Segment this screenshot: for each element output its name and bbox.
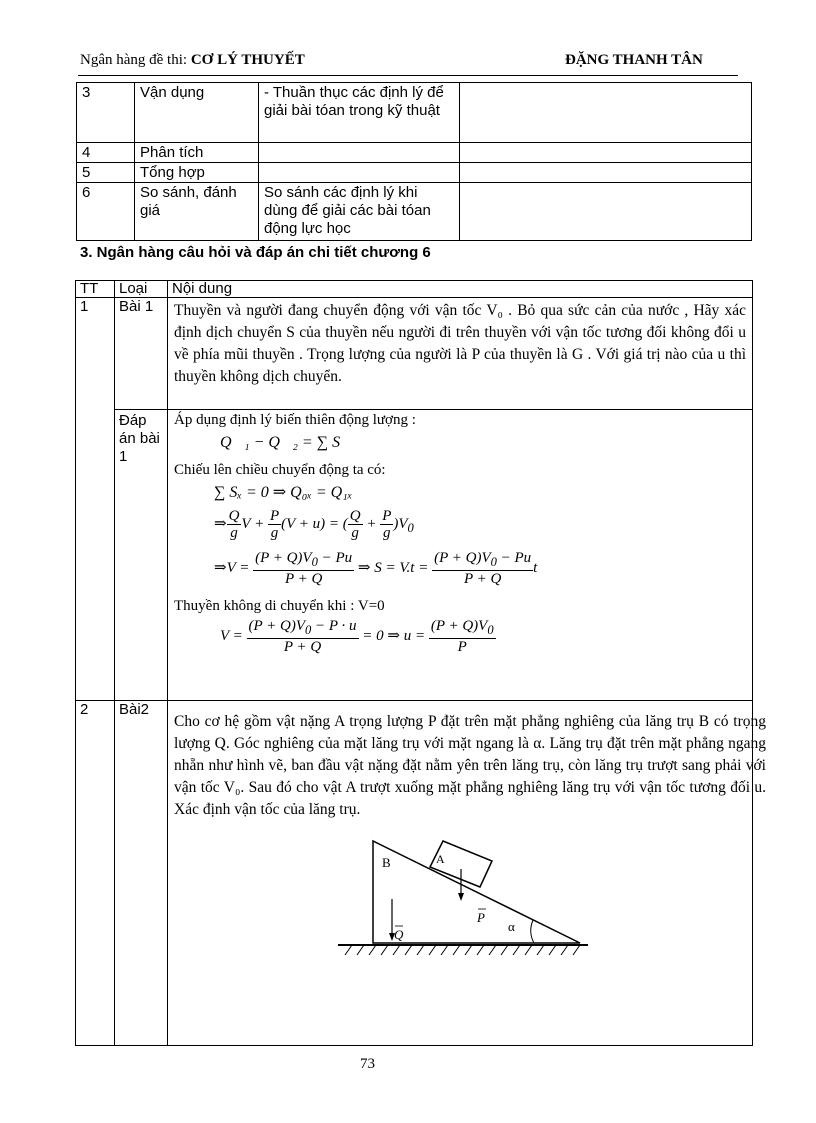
answer-content (168, 410, 753, 701)
table-row (77, 163, 752, 183)
row-desc: So sánh các định lý khi dùng để giải các bài tóan động lực học (259, 183, 460, 241)
question-content (168, 701, 766, 1046)
row-extra (460, 83, 752, 143)
equation-momentum: Q⃗₁ − Q⃗₂ = ∑ S⃗ (220, 434, 353, 451)
page-number: 73 (360, 1056, 375, 1072)
equation-velocity: ⇒V = $\frac{(P + Q)V_0 - Pu}{P + Q}$ ⇒ S = V.t = $\frac{(P + Q)V_0 - Pu}{P + Q}$ t (214, 550, 538, 587)
answer-condition: Thuyền không di chuyển khi : V=0 (174, 598, 385, 614)
row-extra (460, 143, 752, 163)
header-tt: TT (76, 281, 115, 298)
table-row (76, 298, 753, 410)
row-number: 5 (77, 163, 135, 183)
header-subject: CƠ LÝ THUYẾT (190, 52, 305, 68)
question-number: 2 (76, 701, 115, 1046)
answer-intro: Áp dụng định lý biến thiên động lượng : (174, 412, 416, 428)
question-text: Thuyền và người đang chuyển động với vận tốc V₀ . Bỏ qua sức cản của nước , Hãy xác định dịch chuyển S của thuyền nếu người đi trên thuyền với vận tốc tương đối không đổi u về phía mũi thuyền . Trọng lượng của người là P của thuyền là G . Với giá trị nào của u thì thuyền không dịch chuyển. (168, 298, 753, 410)
table-row (76, 701, 753, 1046)
objectives-table (76, 82, 752, 241)
answer-type: Đáp án bài 1 (115, 410, 168, 701)
header-left (80, 52, 305, 69)
row-number: 4 (77, 143, 135, 163)
equation-sum: ∑ Sₓ = 0 ⇒ Q₀ₓ = Q₁ₓ (214, 484, 353, 501)
row-desc: - Thuần thục các định lý để giải bài tóan trong kỹ thuật (259, 83, 460, 143)
prism-figure (338, 827, 638, 967)
question-table (75, 280, 766, 1046)
table-row (77, 83, 752, 143)
answer-projection: Chiếu lên chiều chuyển động ta có: (174, 462, 386, 478)
label-a: A (436, 852, 445, 866)
row-number: 3 (77, 83, 135, 143)
question-number: 1 (76, 298, 115, 701)
row-extra (460, 183, 752, 241)
equation-u: V = $\frac{(P + Q)V_0 - P \cdot u}{P + Q}$ = 0 ⇒ u = $\frac{(P + Q)V_0}{P}$ (220, 618, 494, 655)
table-row (77, 143, 752, 163)
table-row (76, 410, 753, 701)
row-type: Phân tích (135, 143, 259, 163)
table-header-row (76, 281, 753, 298)
row-type: So sánh, đánh giá (135, 183, 259, 241)
header-type: Loại (115, 281, 168, 298)
label-alpha: α (508, 919, 515, 934)
question-text: Cho cơ hệ gồm vật nặng A trọng lượng P đặt trên mặt phẳng nghiêng của lăng trụ B có trọng lượng Q. Góc nghiêng của mặt lăng trụ với mặt ngang là α. Lăng trụ đặt trên mặt phẳng ngang nhẵn như hình vẽ, ban đầu vật nặng đặt nằm yên trên lăng trụ, còn lăng trụ trượt sang phải với vận tốc V₀. Sau đó cho vật A trượt xuống mặt phẳng nghiêng lăng trụ với vận tốc tương đối u. Xác định vận tốc của lăng trụ. (174, 713, 766, 818)
row-extra (460, 163, 752, 183)
row-desc (259, 143, 460, 163)
label-b: B (382, 855, 391, 870)
section-title: 3. Ngân hàng câu hỏi và đáp án chi tiết chương 6 (80, 244, 431, 261)
row-desc (259, 163, 460, 183)
label-q: Q (394, 927, 404, 942)
header-author: ĐẶNG THANH TÂN (565, 52, 703, 68)
row-type: Tổng hợp (135, 163, 259, 183)
question-type: Bài2 (115, 701, 168, 1046)
equation-balance: ⇒ $\frac{Q}{g}$ V + $\frac{P}{g}$ (V + u) = ( $\frac{Q}{g}$ + $\frac{P}{g}$ )$V_0$ (214, 508, 414, 541)
row-number: 6 (77, 183, 135, 241)
header-content: Nội dung (168, 281, 753, 298)
header-prefix: Ngân hàng đề thi: (80, 52, 188, 68)
question-type: Bài 1 (115, 298, 168, 410)
row-type: Vận dụng (135, 83, 259, 143)
label-p: P (477, 910, 485, 925)
table-row (77, 183, 752, 241)
header-rule (78, 75, 738, 76)
